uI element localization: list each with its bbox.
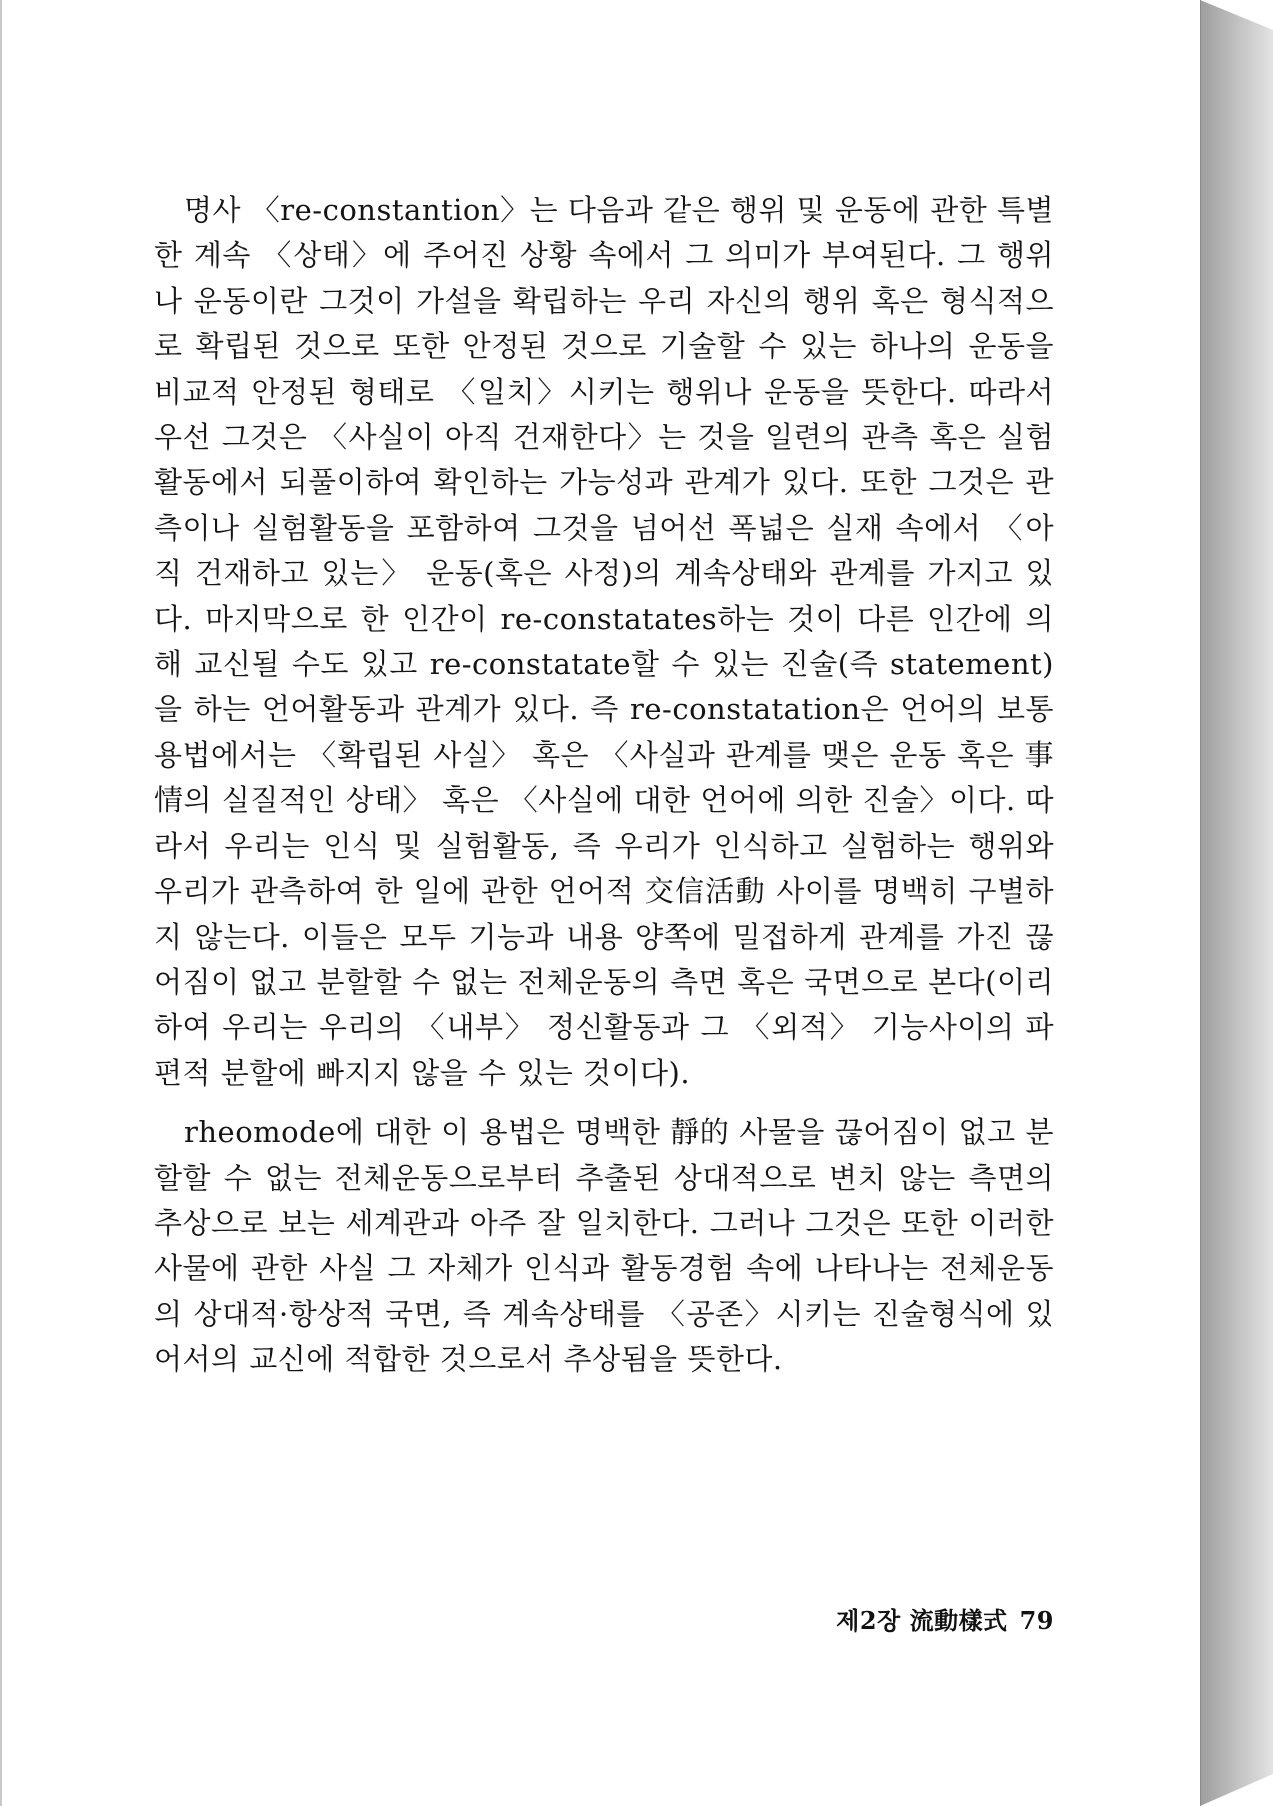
book-edge-graphic [1200, 0, 1273, 1806]
edge-face [1200, 0, 1273, 1806]
chapter-title: 제2장 流動樣式 [836, 1606, 1008, 1635]
paragraph-1: 명사 〈re-constantion〉는 다음과 같은 행위 및 운동에 관한 특별한 계속 〈상태〉에 주어진 상황 속에서 그 의미가 부여된다. 그 행위나 운동이란 그것이 가설을 확립하는 우리 자신의 행위 혹은 형식적으로 확립된 것으로 또한 안정된 것으로 기술할 수 있는 하나의 운동을 비교적 안정된 형태로 〈일치〉시키는 행위나 운동을 뜻한다. 따라서 우선 그것은 〈사실이 아직 건재한다〉는 것을 일련의 관측 혹은 실험 활동에서 되풀이하여 확인하는 가능성과 관계가 있다. 또한 그것은 관측이나 실험활동을 포함하여 그것을 넘어선 폭넓은 실재 속에서 〈아직 건재하고 있는〉 운동(혹은 사정)의 계속상태와 관계를 가지고 있다. 마지막으로 한 인간이 re-constatates하는 것이 다른 인간에 의해 교신될 수도 있고 re-constatate할 수 있는 진술(즉 statement)을 하는 언어활동과 관계가 있다. 즉 re-constatation은 언어의 보통용법에서는 〈확립된 사실〉 혹은 〈사실과 관계를 맺은 운동 혹은 事情의 실질적인 상태〉 혹은 〈사실에 대한 언어에 의한 진술〉이다. 따라서 우리는 인식 및 실험활동, 즉 우리가 인식하고 실험하는 행위와 우리가 관측하여 한 일에 관한 언어적 交信活動 사이를 명백히 구별하지 않는다. 이들은 모두 기능과 내용 양쪽에 밀접하게 관계를 가진 끊어짐이 없고 분할할 수 없는 전체운동의 측면 혹은 국면으로 본다(이리하여 우리는 우리의 〈내부〉 정신활동과 그 〈외적〉 기능사이의 파편적 분할에 빠지지 않을 수 있는 것이다). [154, 193, 1054, 1090]
page-footer [782, 1601, 1054, 1636]
book-edge-shading [1200, 0, 1273, 1806]
page-number: 79 [1019, 1606, 1054, 1635]
body-text [154, 188, 1054, 1383]
paragraph-2: rheomode에 대한 이 용법은 명백한 靜的 사물을 끊어짐이 없고 분할할 수 없는 전체운동으로부터 추출된 상대적으로 변치 않는 측면의 추상으로 보는 세계관과 아주 잘 일치한다. 그러나 그것은 또한 이러한 사물에 관한 사실 그 자체가 인식과 활동경험 속에 나타나는 전체운동의 상대적·항상적 국면, 즉 계속상태를 〈공존〉시키는 진술형식에 있어서의 교신에 적합한 것으로서 추상됨을 뜻한다. [154, 1115, 1054, 1377]
